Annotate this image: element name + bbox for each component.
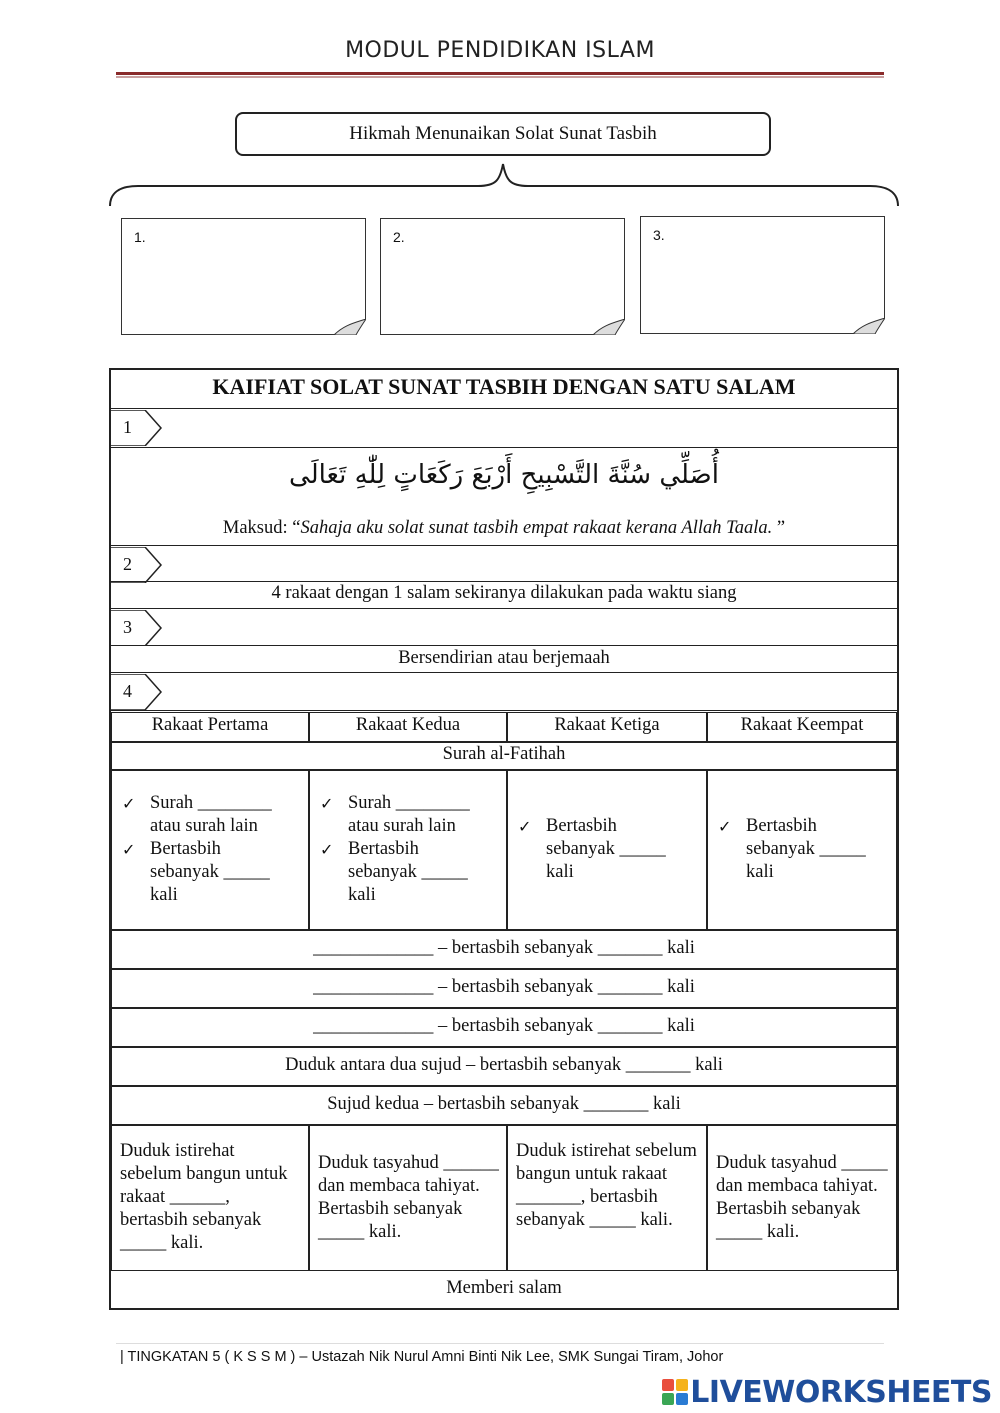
check-icon: ✓ xyxy=(122,840,136,859)
step-marker-1 xyxy=(111,410,163,444)
duduk-antara-row[interactable] xyxy=(111,1047,897,1086)
step-marker-4 xyxy=(111,674,163,708)
check-item-text: Surah ________ atau surah lain xyxy=(150,793,272,836)
check-item xyxy=(320,792,490,838)
rakaat-header-label: Rakaat Keempat xyxy=(740,715,864,735)
hikmah-box-number: 1. xyxy=(134,229,146,245)
step-marker-3 xyxy=(111,610,163,644)
hikmah-box-2[interactable] xyxy=(380,218,625,335)
check-item-text: Bertasbih sebanyak _____ kali xyxy=(546,816,666,882)
fatihah-text: Surah al-Fatihah xyxy=(442,744,566,764)
header-rule-shadow xyxy=(116,76,884,78)
row-divider[interactable] xyxy=(111,581,897,582)
page-title: MODUL PENDIDIKAN ISLAM xyxy=(345,38,655,63)
check-icon: ✓ xyxy=(718,817,732,836)
step-number: 1 xyxy=(123,417,132,437)
bottom-cell-text: Duduk istirehat sebelum bangun untuk rakaat _______, bertasbih sebanyak _____ kali. xyxy=(516,1141,697,1230)
sujud-kedua-text: Sujud kedua – bertasbih sebanyak _______ kali xyxy=(327,1094,681,1114)
row-divider[interactable] xyxy=(111,447,897,448)
row-divider xyxy=(111,672,897,673)
maksud-label: Maksud: “ xyxy=(222,518,301,538)
step-number: 3 xyxy=(123,617,132,637)
bottom-cell-text: Duduk tasyahud ______ dan membaca tahiyat. Bertasbih sebanyak _____ kali. xyxy=(318,1153,499,1242)
bottom-cell-1[interactable] xyxy=(111,1125,309,1271)
blank-row[interactable] xyxy=(111,930,897,969)
hikmah-title-box: Hikmah Menunaikan Solat Sunat Tasbih xyxy=(235,112,771,156)
blank-row-text: _____________ – bertasbih sebanyak _______ kali xyxy=(313,938,695,958)
row-divider[interactable] xyxy=(111,645,897,646)
fatihah-row xyxy=(111,742,897,770)
hikmah-box-1[interactable] xyxy=(121,218,366,335)
rakaat1-cell xyxy=(111,770,309,930)
rakaat-header-1 xyxy=(111,712,309,742)
check-item-text: Bertasbih sebanyak _____ kali xyxy=(746,816,866,882)
liveworksheets-icon xyxy=(662,1379,688,1405)
liveworksheets-wordmark: LIVEWORKSHEETS xyxy=(690,1375,992,1410)
row-divider xyxy=(111,608,897,609)
check-icon: ✓ xyxy=(518,817,532,836)
rakaat-header-3 xyxy=(507,712,707,742)
blank-row[interactable] xyxy=(111,1008,897,1047)
check-item-text: Bertasbih sebanyak _____ kali xyxy=(348,839,468,905)
row-divider[interactable] xyxy=(111,710,897,711)
duduk-antara-text: Duduk antara dua sujud – bertasbih sebanyak _______ kali xyxy=(285,1055,723,1075)
step3-text: Bersendirian atau berjemaah xyxy=(398,648,610,668)
hikmah-box-number: 3. xyxy=(653,227,665,243)
check-item-text: Bertasbih sebanyak _____ kali xyxy=(150,839,270,905)
bottom-cell-3[interactable] xyxy=(507,1125,707,1271)
blank-row[interactable] xyxy=(111,969,897,1008)
rakaat3-cell xyxy=(507,770,707,930)
maksud-close: ” xyxy=(772,518,786,538)
step-marker-2 xyxy=(111,547,163,581)
kaifiat-title: KAIFIAT SOLAT SUNAT TASBIH DENGAN SATU SALAM xyxy=(212,374,796,399)
bottom-cell-text: Duduk tasyahud _____ dan membaca tahiyat. Bertasbih sebanyak _____ kali. xyxy=(716,1153,888,1242)
page-curl-icon xyxy=(593,319,625,335)
rakaat-header-4 xyxy=(707,712,897,742)
check-item xyxy=(718,815,878,884)
hikmah-box-3[interactable] xyxy=(640,216,885,334)
bottom-cell-4[interactable] xyxy=(707,1125,897,1271)
footer-rule xyxy=(116,1343,884,1344)
check-icon: ✓ xyxy=(320,794,334,813)
kaifiat-table xyxy=(109,368,899,1310)
hikmah-box-number: 2. xyxy=(393,229,405,245)
step-number: 2 xyxy=(123,554,132,574)
check-item xyxy=(122,838,292,907)
row-divider xyxy=(111,545,897,546)
maksud-text xyxy=(111,518,897,539)
check-icon: ✓ xyxy=(320,840,334,859)
sujud-kedua-row[interactable] xyxy=(111,1086,897,1125)
maksud-translation: Sahaja aku solat sunat tasbih empat rakaat kerana Allah Taala. xyxy=(300,518,773,538)
blank-row-text: _____________ – bertasbih sebanyak _______ kali xyxy=(313,1016,695,1036)
check-item xyxy=(122,792,292,838)
page-curl-icon xyxy=(334,319,366,335)
bottom-cell-text: Duduk istirehat sebelum bangun untuk rakaat ______, bertasbih sebanyak _____ kali. xyxy=(120,1141,288,1253)
liveworksheets-logo[interactable] xyxy=(662,1375,992,1410)
niat-arabic: أُصَلِّي سُنَّةَ التَّسْبِيحِ أَرْبَعَ رَكَعَاتٍ لِلّٰهِ تَعَالَى xyxy=(289,460,719,490)
blank-row-text: _____________ – bertasbih sebanyak _______ kali xyxy=(313,977,695,997)
bottom-cell-2[interactable] xyxy=(309,1125,507,1271)
check-item xyxy=(518,815,678,884)
step2-text: 4 rakaat dengan 1 salam sekiranya dilakukan pada waktu siang xyxy=(271,583,737,603)
rakaat-header-label: Rakaat Kedua xyxy=(355,715,461,735)
rakaat-header-2 xyxy=(309,712,507,742)
step-number: 4 xyxy=(123,681,132,701)
row-divider xyxy=(111,408,897,409)
curly-brace xyxy=(108,160,900,210)
page-curl-icon xyxy=(853,318,885,334)
header-rule xyxy=(116,72,884,75)
rakaat-header-label: Rakaat Pertama xyxy=(151,715,269,735)
rakaat-header-label: Rakaat Ketiga xyxy=(554,715,660,735)
check-item xyxy=(320,838,490,907)
check-icon: ✓ xyxy=(122,794,136,813)
rakaat4-cell xyxy=(707,770,897,930)
check-item-text: Surah ________ atau surah lain xyxy=(348,793,470,836)
rakaat2-cell xyxy=(309,770,507,930)
salam-text: Memberi salam xyxy=(446,1278,562,1298)
footer-text: | TINGKATAN 5 ( K S S M ) – Ustazah Nik Nurul Amni Binti Nik Lee, SMK Sungai Tiram, Johor xyxy=(120,1349,724,1365)
